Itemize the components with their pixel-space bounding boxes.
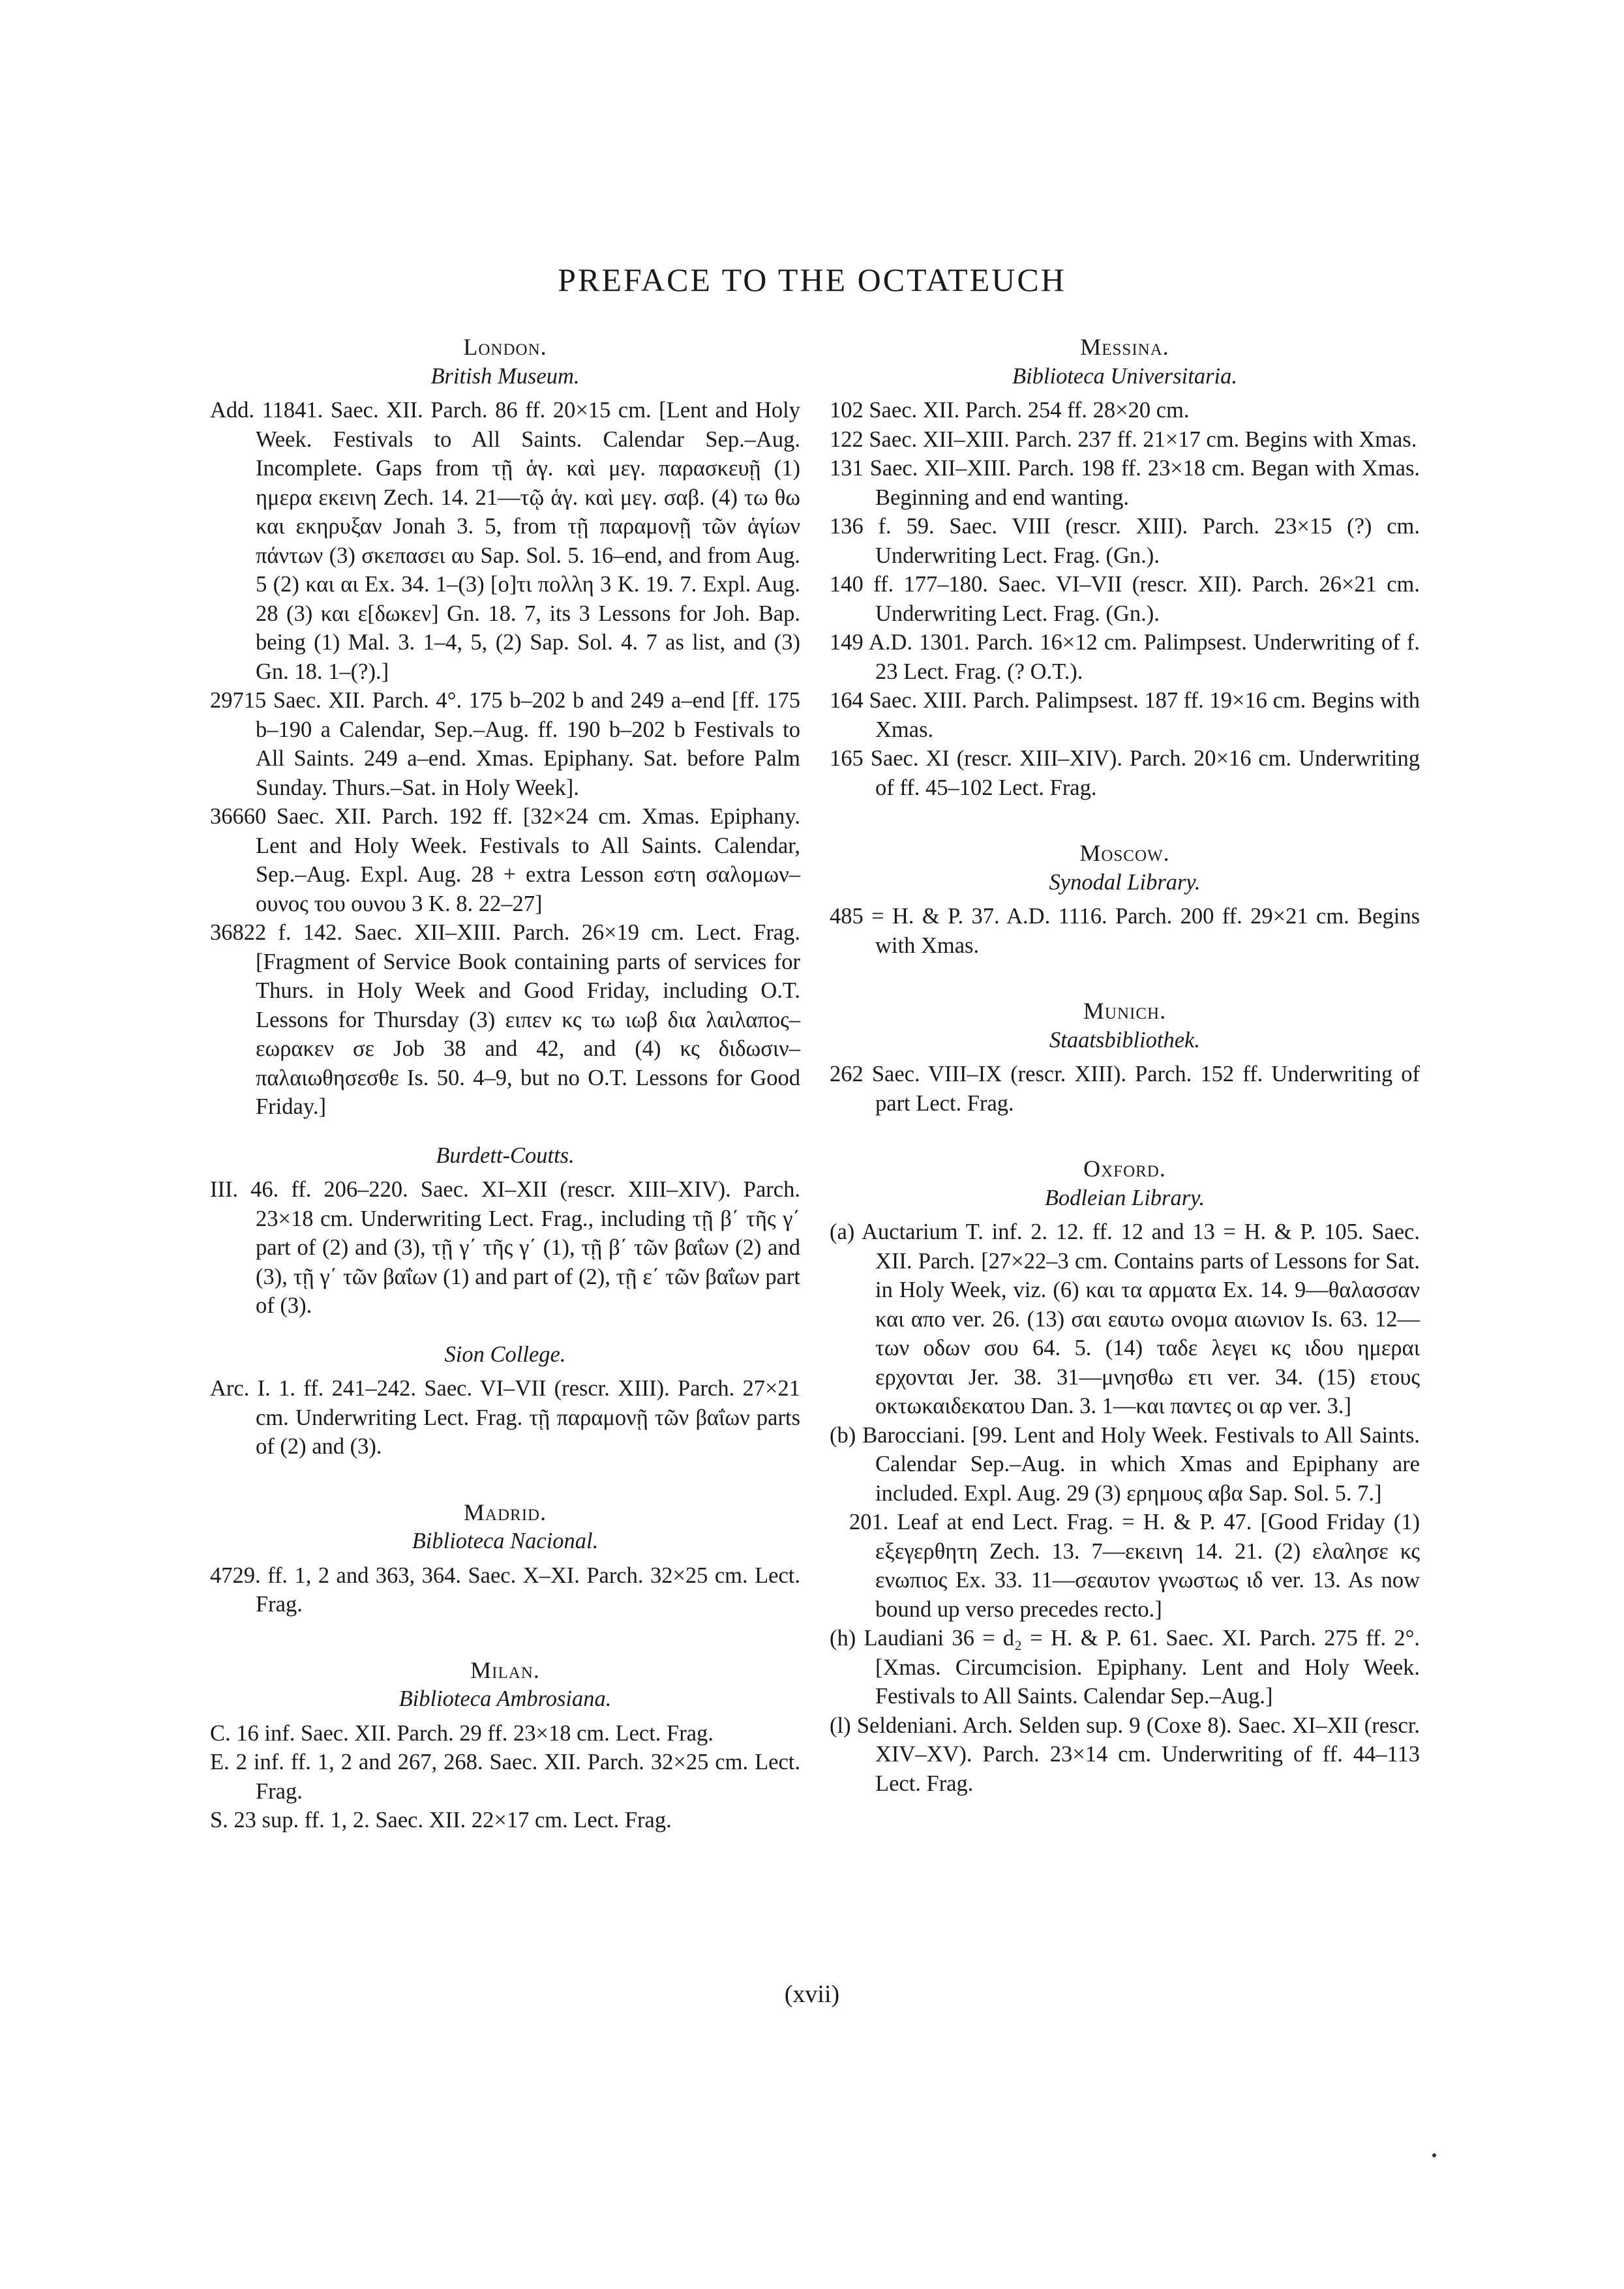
catalogue-entry: S. 23 sup. ff. 1, 2. Saec. XII. 22×17 cm. Lect. Frag.	[210, 1808, 672, 1833]
city-heading-london: London.	[463, 334, 547, 360]
catalogue-entry: 140 ff. 177–180. Saec. VI–VII (rescr. XII). Parch. 26×21 cm. Underwriting Lect. Frag. (Gn.).	[830, 572, 1420, 626]
catalogue-entry: 165 Saec. XI (rescr. XIII–XIV). Parch. 20×16 cm. Underwriting of ff. 45–102 Lect. Frag.	[830, 746, 1420, 800]
catalogue-entry: 29715 Saec. XII. Parch. 4°. 175 b–202 b and 249 a–end [ff. 175 b–190 a Calendar, Sep.–Aug. ff. 190 b–202 b Festivals to All Saints. 249 a–end. Xmas. Epiphany. Sat. before Palm Sunday. Thurs.–Sat. in Holy Week].	[210, 688, 800, 800]
catalogue-entry: 164 Saec. XIII. Parch. Palimpsest. 187 ff. 19×16 cm. Begins with Xmas.	[830, 688, 1420, 742]
library-heading-sion-college: Sion College.	[444, 1341, 566, 1367]
catalogue-entry: 36822 f. 142. Saec. XII–XIII. Parch. 26×19 cm. Lect. Frag. [Fragment of Service Book containing parts of services for Thurs. in Holy Week and Good Friday, including O.T. Lessons for Thursday (3) ειπεν κς τω ιωβ δια λαιλαπος–εωρακεν σε Job 38 and 42, and (4) κς διδωσιν–παλαιωθησεσθε Is. 50. 4–9, but no O.T. Lessons for Good Friday.]	[210, 920, 800, 1119]
catalogue-entry: 485 = H. & P. 37. A.D. 1116. Parch. 200 ff. 29×21 cm. Begins with Xmas.	[830, 904, 1420, 958]
library-heading-british-museum: British Museum.	[430, 363, 580, 389]
catalogue-entry: 4729. ff. 1, 2 and 363, 364. Saec. X–XI. Parch. 32×25 cm. Lect. Frag.	[210, 1563, 800, 1617]
catalogue-entry: Arc. I. 1. ff. 241–242. Saec. VI–VII (rescr. XIII). Parch. 27×21 cm. Underwriting Lect. Frag. τῇ παραμονῇ τῶν βαΐων parts of (2) and (3).	[210, 1376, 800, 1459]
catalogue-entry: 201. Leaf at end Lect. Frag. = H. & P. 47. [Good Friday (1) εξεγερθητη Zech. 13. 7—εκεινη 14. 21. (2) ελαλησε κς ενωπιος Ex. 33. 11—σεαυτον γνωστως ιδ ver. 13. As now bound up verso precedes recto.]	[849, 1510, 1420, 1622]
catalogue-entry: E. 2 inf. ff. 1, 2 and 267, 268. Saec. XII. Parch. 32×25 cm. Lect. Frag.	[210, 1750, 800, 1804]
city-heading-moscow: Moscow.	[1079, 840, 1170, 866]
library-heading-oxford: Bodleian Library.	[1044, 1185, 1205, 1210]
catalogue-entry: 262 Saec. VIII–IX (rescr. XIII). Parch. 152 ff. Underwriting of part Lect. Frag.	[830, 1062, 1420, 1116]
library-heading-burdett-coutts: Burdett-Coutts.	[436, 1143, 575, 1168]
page-number: (xvii)	[784, 1981, 840, 2008]
catalogue-entry: 131 Saec. XII–XIII. Parch. 198 ff. 23×18 cm. Began with Xmas. Beginning and end wanting.	[830, 456, 1420, 510]
catalogue-entry: C. 16 inf. Saec. XII. Parch. 29 ff. 23×18 cm. Lect. Frag.	[210, 1720, 714, 1746]
city-heading-messina: Messina.	[1080, 334, 1169, 360]
catalogue-entry: (b) Barocciani. [99. Lent and Holy Week. Festivals to All Saints. Calendar Sep.–Aug. in which Xmas and Epiphany are included. Expl. Aug. 29 (3) ερημους αβα Sap. Sol. 5. 7.]	[830, 1422, 1420, 1506]
library-heading-munich: Staatsbibliothek.	[1049, 1027, 1200, 1053]
catalogue-entry: 149 A.D. 1301. Parch. 16×12 cm. Palimpsest. Underwriting of f. 23 Lect. Frag. (? O.T.).	[830, 630, 1420, 684]
library-heading-madrid: Biblioteca Nacional.	[412, 1529, 599, 1553]
catalogue-entry: 102 Saec. XII. Parch. 254 ff. 28×20 cm.	[830, 398, 1190, 423]
catalogue-entry: (h) Laudiani 36 = d₂ = H. & P. 61. Saec. XI. Parch. 275 ff. 2°. [Xmas. Circumcision. Epiphany. Lent and Holy Week. Festivals to All Saints. Calendar Sep.–Aug.]	[830, 1626, 1420, 1709]
left-column	[210, 333, 800, 1835]
catalogue-entry: (a) Auctarium T. inf. 2. 12. ff. 12 and 13 = H. & P. 105. Saec. XII. Parch. [27×22–3 cm. Contains parts of Lessons for Sat. in Holy Week, viz. (6) και τα αρματα Ex. 14. 9—θαλασσαν και απο ver. 26. (13) σαι εαυτω ονομα αιωνιον Is. 63. 12—των οδων σου 64. 5. (14) ταδε λεγει κς ιδου ημεραι ερχονται Jer. 38. 31—μνησθω ετι ver. 34. (15) ετους οκτωκαιδεκατου Dan. 3. 1—και παντες οι αρ ver. 3.]	[830, 1219, 1420, 1418]
catalogue-entry: Add. 11841. Saec. XII. Parch. 86 ff. 20×15 cm. [Lent and Holy Week. Festivals to All Saints. Calendar Sep.–Aug. Incomplete. Gaps from τῇ ἁγ. καὶ μεγ. παρασκευῇ (1) ημερα εκεινη Zech. 14. 21—τῷ ἁγ. καὶ μεγ. σαβ. (4) τω θω και εκηρυξαν Jonah 3. 5, from τῇ παραμονῇ τῶν ἁγίων πάντων (3) σκεπασει αυ Sap. Sol. 5. 16–end, and from Aug. 5 (2) και αι Ex. 34. 1–(3) [ο]τι πολλη 3 K. 19. 7. Expl. Aug. 28 (3) και ε[δωκεν] Gn. 18. 7, its 3 Lessons for Joh. Bap. being (1) Mal. 3. 1–4, 5, (2) Sap. Sol. 4. 7 as list, and (3) Gn. 18. 1–(?).]	[210, 398, 800, 684]
catalogue-entry: 122 Saec. XII–XIII. Parch. 237 ff. 21×17 cm. Begins with Xmas.	[830, 426, 1417, 452]
city-heading-milan: Milan.	[470, 1656, 540, 1683]
page-title: PREFACE TO THE OCTATEUCH	[558, 262, 1066, 298]
catalogue-entry: (l) Seldeniani. Arch. Selden sup. 9 (Coxe 8). Saec. XI–XII (rescr. XIV–XV). Parch. 23×14 cm. Underwriting of ff. 44–113 Lect. Frag.	[830, 1713, 1420, 1796]
library-heading-moscow: Synodal Library.	[1049, 869, 1201, 895]
city-heading-munich: Munich.	[1083, 998, 1167, 1024]
stray-mark	[1432, 2153, 1436, 2157]
catalogue-entry: III. 46. ff. 206–220. Saec. XI–XII (rescr. XIII–XIV). Parch. 23×18 cm. Underwriting Lect. Frag., including τῇ β΄ τῆς γ΄ part of (2) and (3), τῇ γ΄ τῆς γ΄ (1), τῇ β΄ τῶν βαΐων (2) and (3), τῇ γ΄ τῶν βαΐων (1) and part of (2), τῇ ε΄ τῶν βαΐων part of (3).	[210, 1177, 800, 1318]
catalogue-entry: 136 f. 59. Saec. VIII (rescr. XIII). Parch. 23×15 (?) cm. Underwriting Lect. Frag. (Gn.).	[830, 514, 1420, 568]
city-heading-oxford: Oxford.	[1083, 1156, 1166, 1182]
library-heading-messina: Biblioteca Universitaria.	[1012, 363, 1237, 389]
catalogue-entry: 36660 Saec. XII. Parch. 192 ff. [32×24 cm. Xmas. Epiphany. Lent and Holy Week. Festivals to All Saints. Calendar, Sep.–Aug. Expl. Aug. 28 + extra Lesson εστη σαλομων–ουνος του ουνου 3 K. 8. 22–27]	[210, 804, 800, 916]
library-heading-milan: Biblioteca Ambrosiana.	[398, 1686, 612, 1711]
city-heading-madrid: Madrid.	[463, 1499, 547, 1525]
right-column	[830, 333, 1420, 1798]
